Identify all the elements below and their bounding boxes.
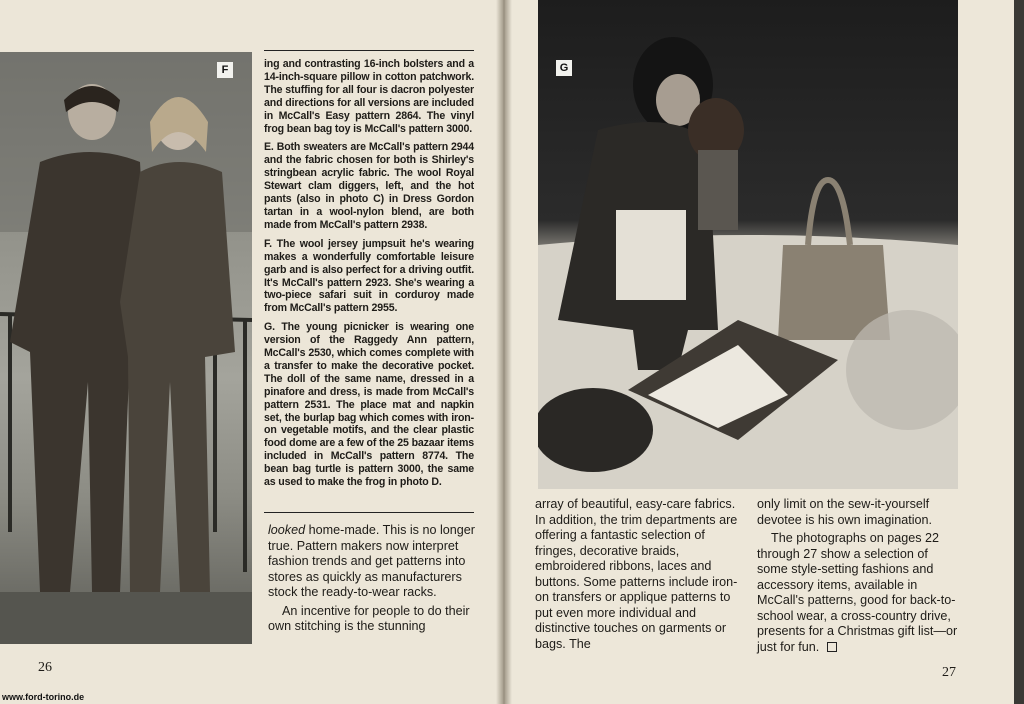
- right-body-column-2-paragraph-2: [757, 531, 962, 655]
- photo-f-couple: [0, 52, 252, 644]
- photo-g-picnic: [538, 0, 958, 489]
- page-number-right: 27: [942, 665, 956, 680]
- caption-rule-top: [264, 50, 474, 51]
- right-body-column-2-paragraph-1: only limit on the sew-it-yourself devotee is his own imagination.: [757, 497, 933, 527]
- caption-paragraph-e: [264, 141, 474, 231]
- page-number-left: 26: [38, 660, 52, 675]
- right-body-column-2-paragraph-2-text: The photographs on pages 22 through 27 show a selection of some style-setting fashions and accessory items, available in McCall's patterns, good for back-to-school wear, a cross-country drive, presents for a Christmas gift list—or just for fun.: [757, 531, 958, 654]
- watermark: www.ford-torino.de: [2, 692, 85, 702]
- left-body-paragraph-1-text: home-made. This is no longer true. Pattern makers now interpret fashion trends and get patterns into stores as quickly as manufacturers stock the ready-to-wear racks.: [268, 523, 475, 599]
- left-body-text: [268, 523, 476, 635]
- right-body-column-1-text: array of beautiful, easy-care fabrics. In addition, the trim departments are offering a fantastic selection of fringes, decorative braids, embroidered ribbons, laces and buttons. Some patterns include iron-on transfers or applique patterns to put even more individual and distinctive touches on garments or bags. The: [535, 497, 738, 651]
- page-gutter: [496, 0, 512, 704]
- caption-paragraph-g: [264, 321, 474, 489]
- caption-letter-f: F.: [264, 237, 272, 250]
- left-body-paragraph-1: [268, 523, 476, 601]
- left-body-paragraph-2: An incentive for people to do their own stitching is the stunning: [268, 603, 470, 633]
- caption-paragraph-f: [264, 238, 474, 315]
- photo-f-label: F: [217, 62, 233, 78]
- photo-g-label: G: [556, 60, 572, 76]
- right-body-column-1: [535, 497, 740, 652]
- caption-text-e: Both sweaters are McCall's pattern 2944 and the fabric chosen for both is Shirley's stringbean acrylic fabric. The wool Royal Stewart clam diggers, left, and the hot pants (also in photo C) in Dress Gordon tartan in a wool-nylon blend, are both made from McCall's pattern 2938.: [264, 141, 474, 231]
- page-edge: [1014, 0, 1024, 704]
- right-body-column-2: [757, 497, 962, 655]
- caption-letter-g: G.: [264, 321, 275, 334]
- caption-paragraph: ing and contrasting 16-inch bolsters and a 14-inch-square pillow in cotton patchwork. The stuffing for all four is dacron polyester and directions for all versions are included in McCall's Easy pattern 2864. The vinyl frog bean bag toy is McCall's pattern 3000.: [264, 58, 474, 135]
- caption-letter-e: E.: [264, 141, 274, 154]
- caption-text-f: The wool jersey jumpsuit he's wearing makes a wonderfully comfortable leisure garb and is also perfect for a driving outfit. It's McCall's pattern 2923. She's wearing a two-piece safari suit in corduroy made from McCall's pattern 2955.: [264, 237, 474, 315]
- caption-rule-bottom: [264, 512, 474, 513]
- caption-text-g: The young picnicker is wearing one version of the Raggedy Ann pattern, McCall's 2530, which comes complete with a transfer to make the decorative pocket. The doll of the same name, dressed in a pinafore and dress, is made from McCall's pattern 2531. The place mat and napkin set, the burlap bag which comes with iron-on vegetable motifs, and the clear plastic food dome are a few of the 25 bazaar items included in McCall's pattern 8774. The bean bag turtle is pattern 3000, the same as used to make the frog in photo D.: [264, 321, 474, 489]
- end-mark-icon: [827, 642, 837, 652]
- left-body-emphasis: looked: [268, 523, 306, 537]
- caption-column: [264, 58, 474, 495]
